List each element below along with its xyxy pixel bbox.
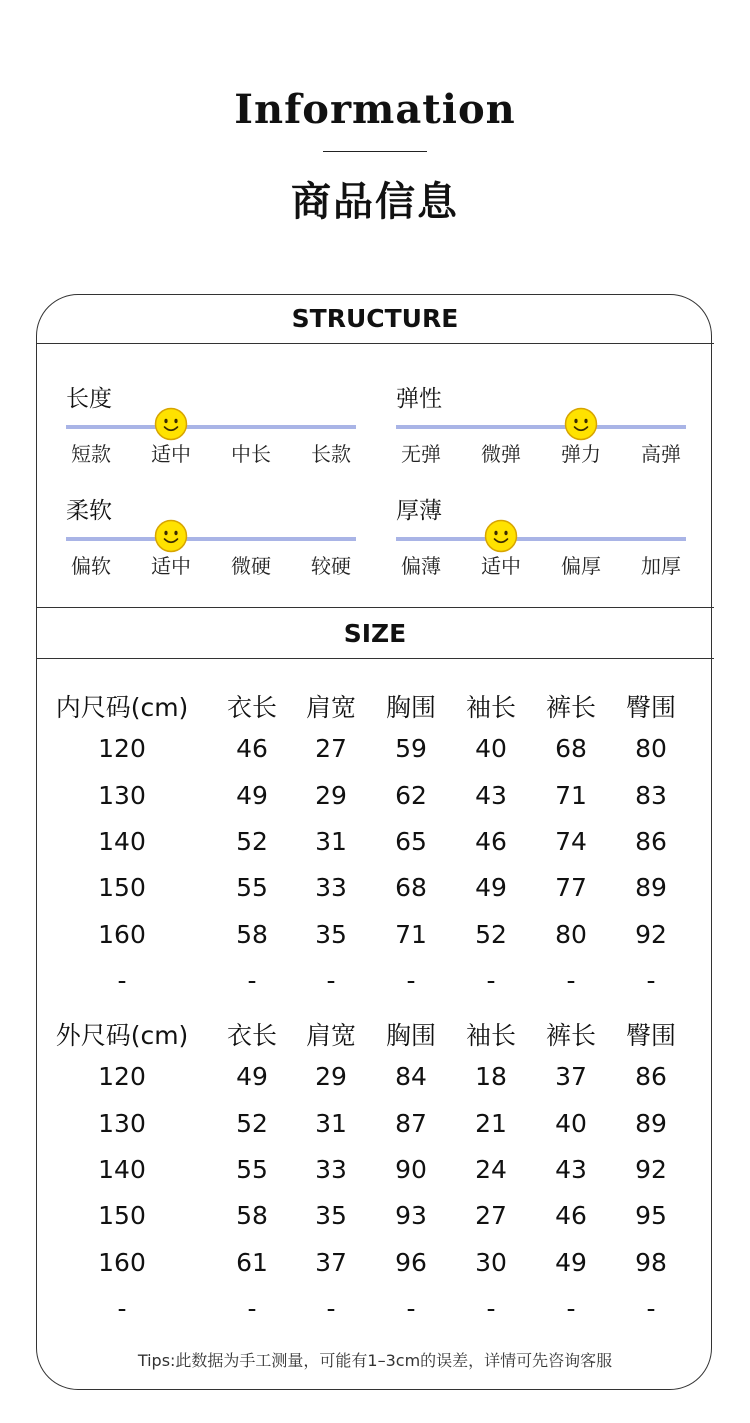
attribute-option: 弹力: [561, 442, 601, 466]
attribute-option: 短款: [71, 442, 111, 466]
size-table-cell: -: [247, 966, 257, 995]
size-table-cell: 27: [315, 734, 347, 763]
size-table-header: [0, 688, 750, 728]
size-table-cell: 62: [395, 781, 427, 810]
size-table-cell: 120: [98, 1062, 146, 1091]
size-table-cell: 37: [315, 1248, 347, 1277]
size-table-cell: 68: [395, 873, 427, 902]
attribute-softness: [66, 492, 366, 592]
size-table-cell: 35: [315, 1201, 347, 1230]
size-table-row: [0, 1062, 750, 1102]
attribute-option: 无弹: [401, 442, 441, 466]
size-table-cell: 46: [236, 734, 268, 763]
size-table-cell: 49: [475, 873, 507, 902]
size-table-cell: 21: [475, 1109, 507, 1138]
size-table-cell: -: [646, 1294, 656, 1323]
size-table-row: [0, 734, 750, 774]
size-table-cell: -: [566, 1294, 576, 1323]
attribute-option: 高弹: [641, 442, 681, 466]
size-table-header-cell: 袖长: [465, 693, 517, 722]
size-table-header-cell: 衣长: [226, 1021, 278, 1050]
size-table-row: [0, 1294, 750, 1334]
size-table-cell: 29: [315, 1062, 347, 1091]
size-table-cell: 71: [395, 920, 427, 949]
size-table-cell: -: [406, 966, 416, 995]
attribute-thickness: [396, 492, 696, 592]
size-table-cell: 92: [635, 1155, 667, 1184]
size-table-cell: 93: [395, 1201, 427, 1230]
size-table-header-cell: 胸围: [385, 693, 437, 722]
size-title: SIZE: [343, 619, 407, 648]
size-table-cell: -: [117, 966, 127, 995]
size-table-cell: 58: [236, 1201, 268, 1230]
size-table-row: [0, 827, 750, 867]
size-table-cell: -: [566, 966, 576, 995]
size-table-cell: 130: [98, 1109, 146, 1138]
attribute-option: 适中: [151, 554, 191, 578]
size-table-cell: 59: [395, 734, 427, 763]
size-table-header-cell: 裤长: [545, 693, 597, 722]
size-table-cell: 43: [475, 781, 507, 810]
size-table-row: [0, 873, 750, 913]
attribute-label: 长度: [66, 386, 112, 412]
attribute-elasticity: [396, 380, 696, 480]
size-table-cell: 96: [395, 1248, 427, 1277]
size-table-cell: 24: [475, 1155, 507, 1184]
attribute-option: 偏软: [71, 554, 111, 578]
header-title-cn: 商品信息: [291, 179, 459, 225]
size-table-cell: 160: [98, 920, 146, 949]
size-table-header-cell: 肩宽: [305, 1021, 357, 1050]
size-table-cell: 43: [555, 1155, 587, 1184]
size-table-cell: 71: [555, 781, 587, 810]
size-table-header-cell: 胸围: [385, 1021, 437, 1050]
size-table-cell: 160: [98, 1248, 146, 1277]
size-table-cell: -: [406, 1294, 416, 1323]
size-table-cell: -: [486, 966, 496, 995]
size-table-cell: 65: [395, 827, 427, 856]
size-table-header-cell: 臀围: [625, 693, 677, 722]
size-table-cell: 89: [635, 873, 667, 902]
size-table-cell: 61: [236, 1248, 268, 1277]
size-table-cell: 49: [236, 781, 268, 810]
attribute-length: [66, 380, 366, 480]
size-top-divider: [36, 607, 714, 608]
size-table-cell: 98: [635, 1248, 667, 1277]
size-table-cell: 130: [98, 781, 146, 810]
attribute-track: [396, 425, 686, 429]
size-table-cell: 40: [555, 1109, 587, 1138]
size-table-cell: 46: [475, 827, 507, 856]
attribute-option: 偏薄: [401, 554, 441, 578]
size-table-header: [0, 1016, 750, 1056]
attribute-option: 较硬: [311, 554, 351, 578]
size-table-row: [0, 1248, 750, 1288]
smiley-face-icon: [154, 407, 188, 441]
attribute-option: 微硬: [231, 554, 271, 578]
size-table-cell: 33: [315, 1155, 347, 1184]
size-table-cell: -: [486, 1294, 496, 1323]
size-table-row: [0, 966, 750, 1006]
attribute-option: 微弹: [481, 442, 521, 466]
size-table-header-cell: 内尺码(cm): [55, 693, 189, 722]
size-table-cell: 150: [98, 1201, 146, 1230]
attribute-track: [396, 537, 686, 541]
size-table-header-cell: 外尺码(cm): [55, 1021, 189, 1050]
size-table-cell: 29: [315, 781, 347, 810]
size-table-cell: 77: [555, 873, 587, 902]
size-table-cell: 49: [236, 1062, 268, 1091]
size-table-cell: 95: [635, 1201, 667, 1230]
size-tips: Tips:此数据为手工测量，可能有1–3cm的误差，详情可先咨询客服: [137, 1351, 613, 1370]
size-table-cell: 83: [635, 781, 667, 810]
size-table-cell: 140: [98, 827, 146, 856]
size-table-cell: 80: [635, 734, 667, 763]
size-table-cell: -: [247, 1294, 257, 1323]
attribute-label: 厚薄: [396, 498, 442, 524]
size-table-cell: 86: [635, 827, 667, 856]
size-table-cell: 90: [395, 1155, 427, 1184]
size-table-cell: 80: [555, 920, 587, 949]
size-table-cell: 86: [635, 1062, 667, 1091]
size-table-cell: 49: [555, 1248, 587, 1277]
size-divider: [36, 658, 714, 659]
size-table-cell: 58: [236, 920, 268, 949]
attribute-label: 柔软: [66, 498, 112, 524]
size-table-cell: -: [646, 966, 656, 995]
header-title-en: Information: [234, 86, 516, 133]
size-table-header-cell: 裤长: [545, 1021, 597, 1050]
size-table-cell: 120: [98, 734, 146, 763]
size-table-row: [0, 1201, 750, 1241]
attribute-option: 长款: [311, 442, 351, 466]
size-table-row: [0, 781, 750, 821]
size-table-cell: 150: [98, 873, 146, 902]
size-table-cell: 52: [475, 920, 507, 949]
size-table-cell: 46: [555, 1201, 587, 1230]
size-table-cell: 89: [635, 1109, 667, 1138]
size-table-header-cell: 臀围: [625, 1021, 677, 1050]
size-table-cell: 52: [236, 827, 268, 856]
header-divider: [323, 151, 427, 152]
size-table-cell: 37: [555, 1062, 587, 1091]
size-table-cell: 87: [395, 1109, 427, 1138]
size-table-cell: 52: [236, 1109, 268, 1138]
size-table-cell: 92: [635, 920, 667, 949]
size-table-cell: 140: [98, 1155, 146, 1184]
size-table-cell: 55: [236, 1155, 268, 1184]
structure-divider: [36, 343, 714, 344]
size-table-cell: 31: [315, 1109, 347, 1138]
smiley-face-icon: [564, 407, 598, 441]
size-table-row: [0, 1155, 750, 1195]
size-table-cell: 30: [475, 1248, 507, 1277]
attribute-option: 加厚: [641, 554, 681, 578]
size-table-cell: 31: [315, 827, 347, 856]
size-table-cell: -: [326, 1294, 336, 1323]
size-table-cell: 18: [475, 1062, 507, 1091]
attribute-option: 适中: [151, 442, 191, 466]
size-table-cell: 84: [395, 1062, 427, 1091]
size-table-header-cell: 袖长: [465, 1021, 517, 1050]
size-table-header-cell: 衣长: [226, 693, 278, 722]
attribute-option: 中长: [231, 442, 271, 466]
size-table-cell: 74: [555, 827, 587, 856]
size-table-header-cell: 肩宽: [305, 693, 357, 722]
structure-title: STRUCTURE: [291, 304, 459, 333]
attribute-track: [66, 425, 356, 429]
size-table-cell: 55: [236, 873, 268, 902]
attribute-option: 偏厚: [561, 554, 601, 578]
attribute-option: 适中: [481, 554, 521, 578]
size-table-row: [0, 1109, 750, 1149]
size-table-cell: -: [117, 1294, 127, 1323]
smiley-face-icon: [154, 519, 188, 553]
size-table-cell: 27: [475, 1201, 507, 1230]
size-table-row: [0, 920, 750, 960]
size-table-cell: 35: [315, 920, 347, 949]
smiley-face-icon: [484, 519, 518, 553]
size-table-cell: 68: [555, 734, 587, 763]
size-table-cell: -: [326, 966, 336, 995]
attribute-label: 弹性: [396, 386, 442, 412]
attribute-track: [66, 537, 356, 541]
size-table-cell: 40: [475, 734, 507, 763]
size-table-cell: 33: [315, 873, 347, 902]
